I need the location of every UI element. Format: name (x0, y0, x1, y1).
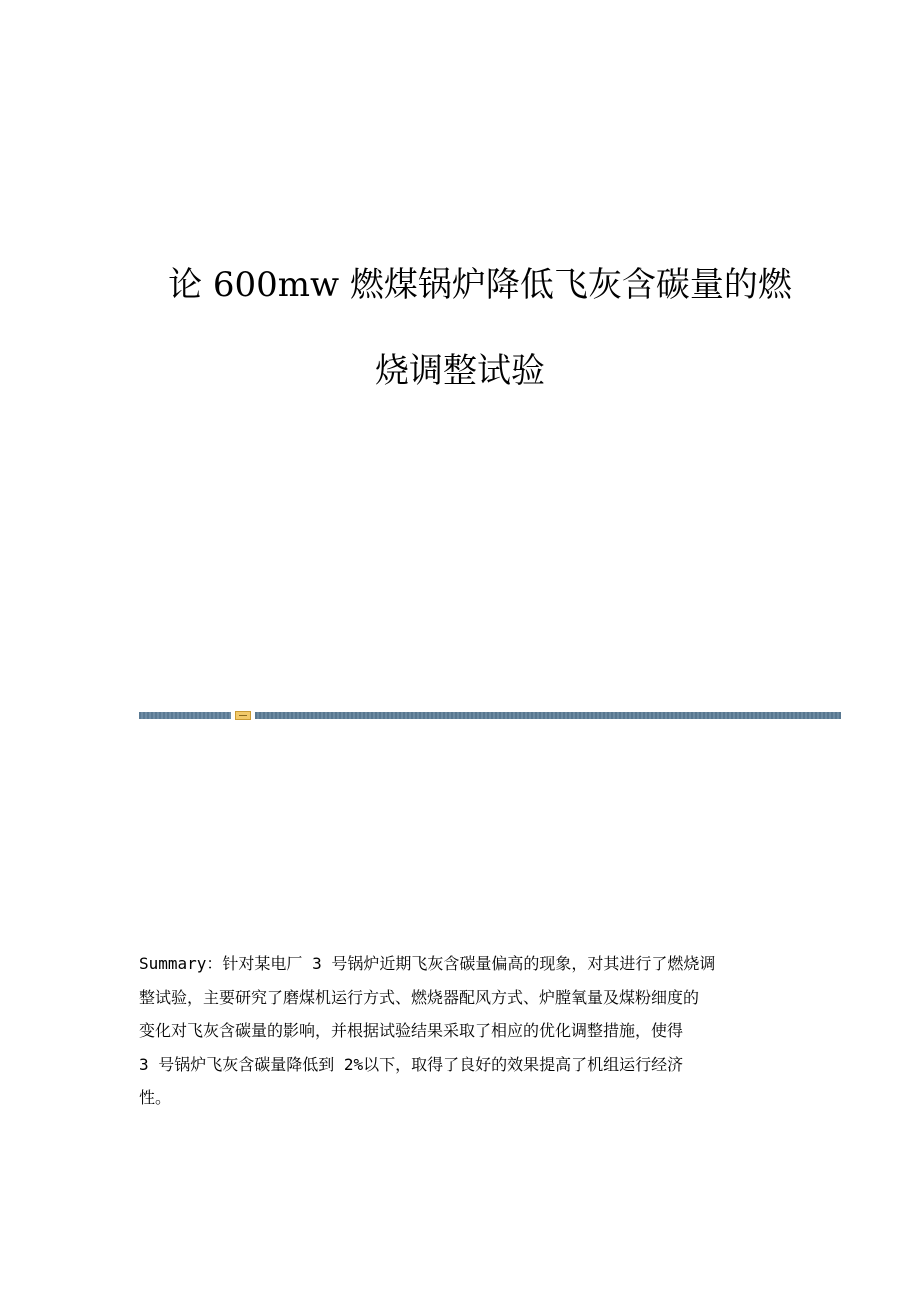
summary-line-1: Summary：针对某电厂 3 号锅炉近期飞灰含碳量偏高的现象，对其进行了燃烧调 (139, 954, 716, 973)
divider-bar-right (255, 712, 841, 719)
summary-line-2: 整试验，主要研究了磨煤机运行方式、燃烧器配风方式、炉膛氧量及煤粉细度的 (139, 987, 700, 1007)
summary-line-5: 性。 (139, 1088, 172, 1107)
divider-ornament-icon (235, 711, 251, 720)
title-line-1: 论 600mw 燃煤锅炉降低飞灰含碳量的燃 (168, 265, 792, 305)
title-line-2: 烧调整试验 (375, 351, 545, 391)
document-title (0, 262, 920, 394)
section-divider (139, 711, 841, 720)
summary-line-3: 变化对飞灰含碳量的影响，并根据试验结果采取了相应的优化调整措施，使得 (139, 1021, 684, 1040)
divider-bar-left (139, 712, 231, 719)
summary-paragraph (139, 947, 789, 1115)
summary-line-4: 3 号锅炉飞灰含碳量降低到 2%以下，取得了良好的效果提高了机组运行经济 (139, 1054, 684, 1074)
